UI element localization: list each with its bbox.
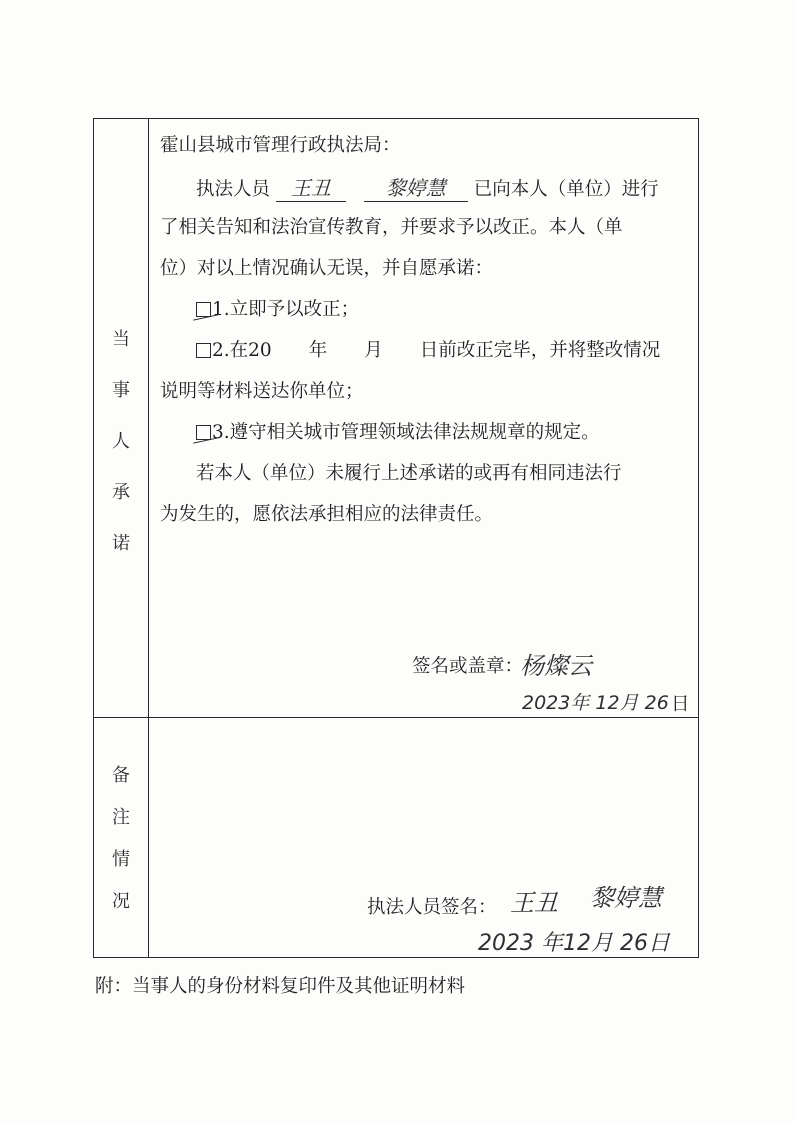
officer2-signature: 黎婷慧 [364, 172, 468, 202]
side-label-char: 诺 [112, 533, 130, 554]
paragraph-line-1: 了相关告知和法治宣传教育，并要求予以改正。本人（单 [160, 217, 623, 238]
party-sign-date: 2023年 12月 26 [522, 692, 669, 714]
party-sign-label: 签名或盖章： [412, 656, 524, 677]
column-divider [148, 119, 149, 957]
footnote: 附：当事人的身份材料复印件及其他证明材料 [95, 976, 466, 997]
option-2-label: 2.在20 年 月 日前改正完毕，并将整改情况 [212, 340, 661, 361]
party-sign-date-suffix: 日 [671, 694, 690, 715]
remarks-officer1-signature: 王丑 [510, 889, 558, 917]
remarks-officer2-signature: 黎婷慧 [590, 884, 662, 912]
addressee: 霍山县城市管理行政执法局： [160, 135, 401, 156]
side-label-char: 当 [112, 329, 130, 350]
notice-prefix: 执法人员 [196, 179, 271, 200]
option-1 [196, 295, 359, 321]
side-label-char: 承 [112, 482, 130, 503]
pledge-line-1: 若本人（单位）未履行上述承诺的或再有相同违法行 [196, 463, 622, 484]
option-3 [196, 418, 600, 444]
side-label-char: 况 [112, 891, 130, 912]
remarks-sign-date: 2023 年12月 26日 [478, 931, 670, 956]
side-label-char: 情 [112, 849, 130, 870]
option-3-label: 3.遵守相关城市管理领域法律法规规章的规定。 [212, 422, 600, 443]
side-label-commitment [94, 331, 148, 586]
checkbox-option-1[interactable] [196, 302, 211, 317]
officer1-signature: 王丑 [276, 172, 346, 202]
option-2 [196, 336, 660, 362]
side-label-char: 注 [112, 807, 130, 828]
side-label-char: 备 [112, 765, 130, 786]
option-1-label: 1.立即予以改正； [212, 299, 360, 320]
checkbox-option-3[interactable] [196, 425, 211, 440]
checkbox-option-2[interactable] [196, 343, 211, 358]
paragraph-line-2: 位）对以上情况确认无误，并自愿承诺： [160, 258, 494, 279]
notice-suffix: 已向本人（单位）进行 [473, 179, 659, 200]
side-label-remarks [94, 767, 148, 935]
side-label-char: 事 [112, 380, 130, 401]
officer-sign-label: 执法人员签名： [367, 897, 497, 918]
pledge-line-2: 为发生的，愿依法承担相应的法律责任。 [160, 504, 494, 525]
option-2-continuation: 说明等材料送达你单位； [160, 381, 364, 402]
commitment-form-table [93, 118, 699, 958]
row-divider [94, 717, 698, 718]
notice-line [196, 172, 659, 202]
side-label-char: 人 [112, 431, 130, 452]
party-signature: 杨燦云 [520, 652, 592, 680]
